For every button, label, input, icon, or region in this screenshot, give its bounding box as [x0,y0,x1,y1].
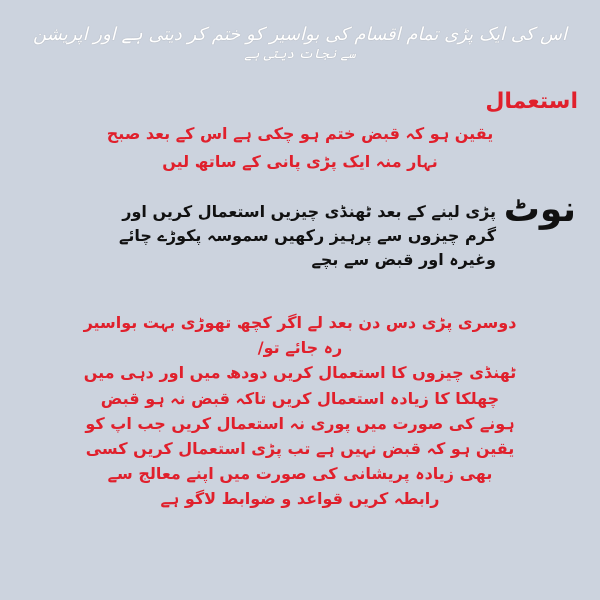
note-label: نوٹ [503,189,576,230]
second-dose-line-4: چھلکا کا زیادہ استعمال کریں تاکہ قبض نہ ہو قبض [100,388,500,408]
note-line-1: پڑی لینے کے بعد ٹھنڈی چیزیں استعمال کریں اور [122,202,496,221]
usage-line-1: یقین ہو کہ قبض ختم ہو چکی ہے اس کے بعد صبح [106,124,494,143]
second-dose-line-2: رہ جائے تو/ [257,338,343,358]
usage-instructions [40,120,560,176]
second-dose-line-6: یقین ہو کہ قبض نہیں ہے تب پڑی استعمال کریں کسی [85,439,515,459]
header-line-2: سے نجات دیتی ہے [244,47,356,62]
note-line-2: گرم چیزوں سے پرہیز رکھیں سموسہ پکوڑے چائے [119,226,496,245]
second-dose-line-3: ٹھنڈی چیزوں کا استعمال کریں دودھ میں اور دہی میں [83,363,517,383]
second-dose-line-8: رابطہ کریں قواعد و ضوابط لاگو ہے [160,489,440,509]
note-line-3: وغیرہ اور قبض سے بچے [311,250,496,269]
usage-title: استعمال [485,89,578,114]
header-line-1: اس کی ایک پڑی تمام اقسام کی بواسیر کو ختم کر دیتی ہے اور اپریشن [32,24,568,45]
second-dose-instructions [30,310,570,512]
second-dose-line-7: بھی زیادہ پریشانی کی صورت میں اپنے معالج سے [107,464,493,484]
note-text [26,200,496,272]
second-dose-line-1: دوسری پڑی دس دن بعد لے اگر کچھ تھوڑی بہت بواسیر [83,313,517,332]
header-text [30,24,570,64]
usage-line-2: نہار منہ ایک پڑی پانی کے ساتھ لیں [162,152,438,171]
second-dose-line-5: ہونے کی صورت میں پوری نہ استعمال کریں جب اپ کو [85,413,515,433]
